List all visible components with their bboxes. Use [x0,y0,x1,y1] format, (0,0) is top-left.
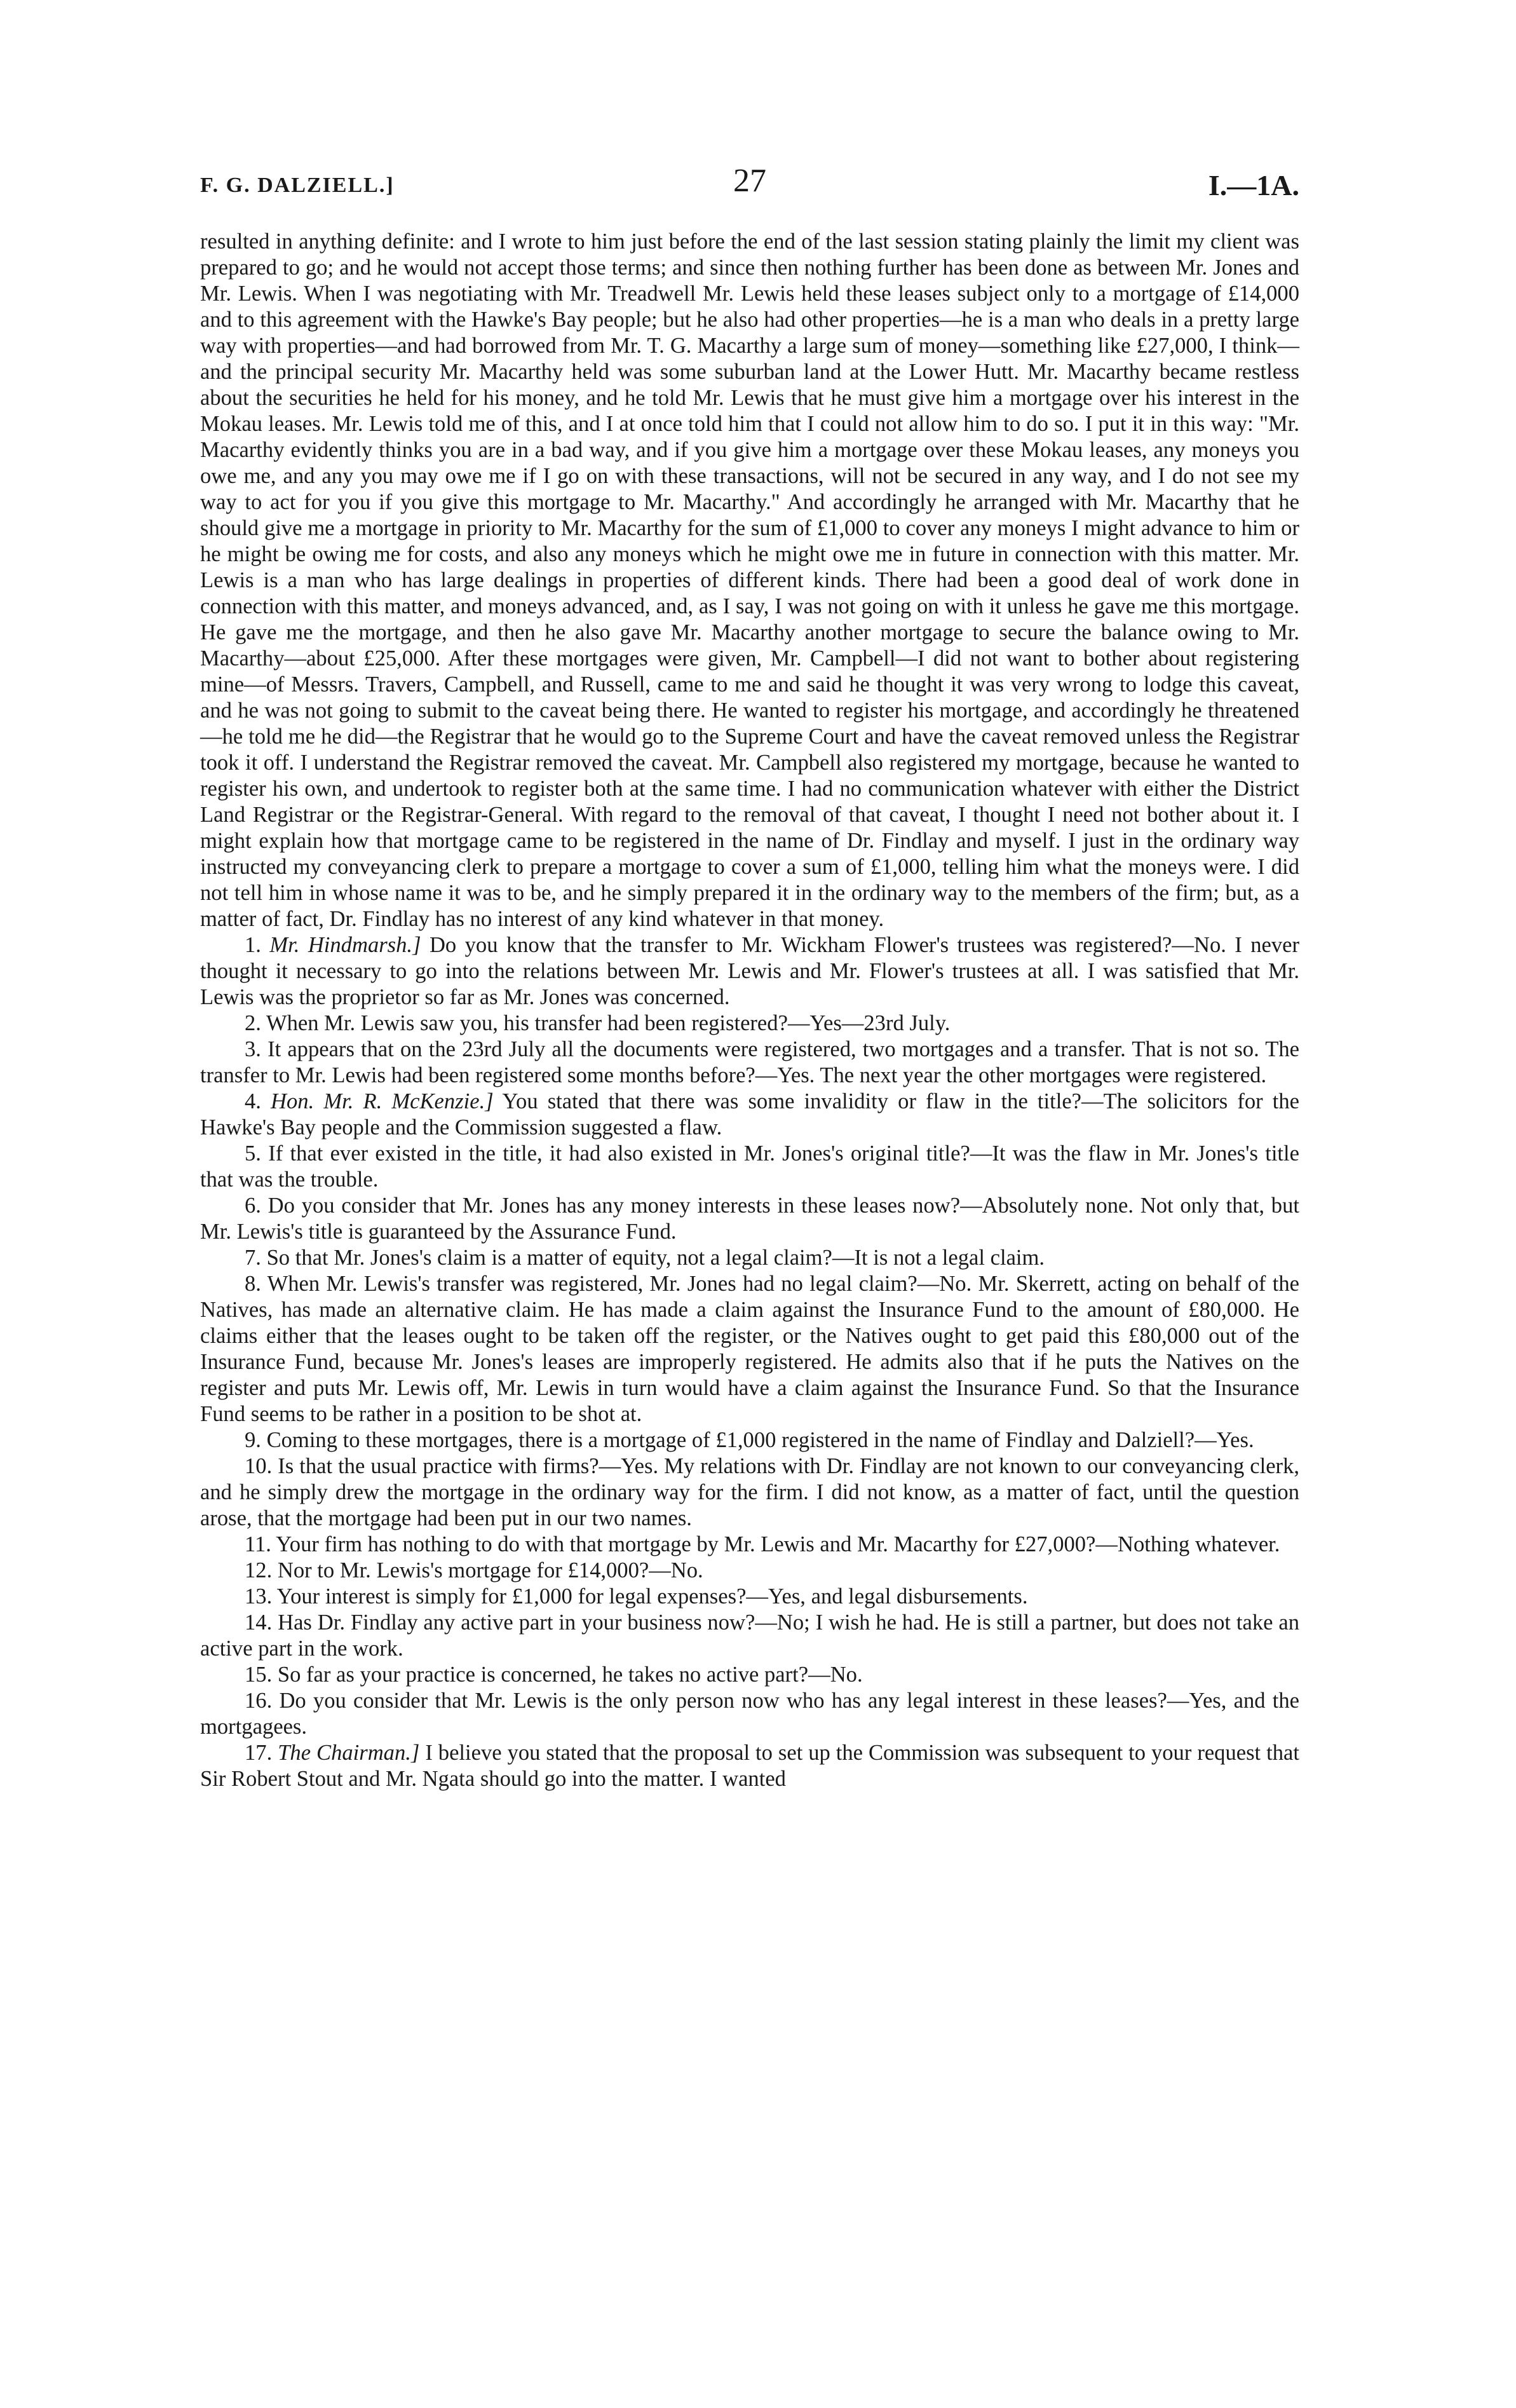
question-13: 13. Your interest is simply for £1,000 for legal expenses?—Yes, and legal disbursements. [245,1584,1028,1609]
question-10: 10. Is that the usual practice with firms?—Yes. My relations with Dr. Findlay are not known to our conveyancing clerk, and he simply drew the mortgage in the ordinary way for the firm. I did not know, as a matter of fact, until the question arose, that the mortgage had been put in our two names. [200,1454,1299,1530]
question-5: 5. If that ever existed in the title, it had also existed in Mr. Jones's original title?—It was the flaw in Mr. Jones's title that was the trouble. [200,1141,1299,1192]
question-8: 8. When Mr. Lewis's transfer was registered, Mr. Jones had no legal claim?—No. Mr. Skerrett, acting on behalf of the Natives, has made an alternative claim. He has made a claim against the Insurance Fund to the amount of £80,000. He claims either that the leases ought to be taken off the register, or the Natives ought to get paid this £80,000 out of the Insurance Fund, because Mr. Jones's leases are improperly registered. He admits also that if he puts the Natives on the register and puts Mr. Lewis off, Mr. Lewis in turn would have a claim against the Insurance Fund. So that the Insurance Fund seems to be rather in a position to be shot at. [200,1272,1299,1426]
question-14: 14. Has Dr. Findlay any active part in your business now?—No; I wish he had. He is still a partner, but does not take an active part in the work. [200,1610,1299,1661]
question-16: 16. Do you consider that Mr. Lewis is the only person now who has any legal interest in these leases?—Yes, and the mortgagees. [200,1689,1299,1739]
question-number: 17. [245,1741,273,1765]
question-text: Do you know that the transfer to Mr. Wickham Flower's trustees was registered?—No. I never thought it necessary to go into the relations between Mr. Lewis and Mr. Flower's trustees at all. I was satisfied that Mr. Lewis was the proprietor so far as Mr. Jones was concerned. [200,933,1299,1009]
question-number: 1. [245,933,261,957]
document-reference: I.—1A. [1208,169,1299,201]
question-11: 11. Your firm has nothing to do with that mortgage by Mr. Lewis and Mr. Macarthy for £27,000?—Nothing whatever. [245,1532,1280,1556]
paragraph-continued: resulted in anything definite: and I wrote to him just before the end of the last session stating plainly the limit my client was prepared to go; and he would not accept those terms; and since then nothing further has been done as between Mr. Jones and Mr. Lewis. When I was negotiating with Mr. Treadwell Mr. Lewis held these leases subject only to a mortgage of £14,000 and to this agreement with the Hawke's Bay people; but he also had other properties—he is a man who deals in a pretty large way with properties—and had borrowed from Mr. T. G. Macarthy a large sum of money—something like £27,000, I think—and the principal security Mr. Macarthy held was some suburban land at the Lower Hutt. Mr. Macarthy became restless about the securities he held for his money, and he told Mr. Lewis that he must give him a mortgage over his interest in the Mokau leases. Mr. Lewis told me of this, and I at once told him that I could not allow him to do so. I put it in this way: "Mr. Macarthy evidently thinks you are in a bad way, and if you give him a mortgage over these Mokau leases, any moneys you owe me, and any you may owe me if I go on with these transactions, will not be secured in any way, and I do not see my way to act for you if you give this mortgage to Mr. Macarthy." And accordingly he arranged with Mr. Macarthy that he should give me a mortgage in priority to Mr. Macarthy for the sum of £1,000 to cover any moneys I might advance to him or he might be owing me for costs, and also any moneys which he might owe me in future in connection with this matter. Mr. Lewis is a man who has large dealings in properties of different kinds. There had been a good deal of work done in connection with this matter, and moneys advanced, and, as I say, I was not going on with it unless he gave me this mortgage. He gave me the mortgage, and then he also gave Mr. Macarthy another mortgage to secure the balance owing to Mr. Macarthy—about £25,000. After these mortgages were given, Mr. Campbell—I did not want to bother about registering mine—of Messrs. Travers, Campbell, and Russell, came to me and said he thought it was very wrong to lodge this caveat, and he was not going to submit to the caveat being there. He wanted to register his mortgage, and accordingly he threatened—he told me he did—the Registrar that he would go to the Supreme Court and have the caveat removed unless the Registrar took it off. I understand the Registrar removed the caveat. Mr. Campbell also registered my mortgage, because he wanted to register his own, and undertook to register both at the same time. I had no communication whatever with either the District Land Registrar or the Registrar-General. With regard to the removal of that caveat, I thought I need not bother about it. I might explain how that mortgage came to be registered in the name of Dr. Findlay and myself. I just in the ordinary way instructed my conveyancing clerk to prepare a mortgage to cover a sum of £1,000, telling him what the moneys were. I did not tell him in whose name it was to be, and he simply prepared it in the ordinary way to the members of the firm; but, as a matter of fact, Dr. Findlay has no interest of any kind whatever in that money. [200,229,1299,931]
question-15: 15. So far as your practice is concerned, he takes no active part?—No. [245,1663,863,1687]
question-2: 2. When Mr. Lewis saw you, his transfer had been registered?—Yes—23rd July. [245,1011,951,1035]
question-text: I believe you stated that the proposal to set up the Commission was subsequent to your request that Sir Robert Stout and Mr. Ngata should go into the matter. I wanted [200,1741,1299,1791]
question-7: 7. So that Mr. Jones's claim is a matter of equity, not a legal claim?—It is not a legal claim. [245,1246,1045,1270]
question-9: 9. Coming to these mortgages, there is a mortgage of £1,000 registered in the name of Findlay and Dalziell?—Yes. [245,1428,1254,1452]
question-6: 6. Do you consider that Mr. Jones has any money interests in these leases now?—Absolutely none. Not only that, but Mr. Lewis's title is guaranteed by the Assurance Fund. [200,1194,1299,1244]
speaker-name: Mr. Hindmarsh.] [269,933,421,957]
page-header [200,162,1299,213]
running-head: F. G. DALZIELL.] [200,173,395,197]
speaker-name: The Chairman.] [278,1741,420,1765]
page-number: 27 [733,163,766,199]
question-number: 4. [245,1089,261,1113]
question-text: You stated that there was some invalidity or flaw in the title?—The solicitors for the Hawke's Bay people and the Commission suggested a flaw. [200,1089,1299,1139]
body-text [200,229,1299,1792]
question-1 [200,932,1299,1010]
question-17 [200,1740,1299,1792]
speaker-name: Hon. Mr. R. McKenzie.] [271,1089,494,1113]
question-3: 3. It appears that on the 23rd July all the documents were registered, two mortgages and a transfer. That is not so. The transfer to Mr. Lewis had been registered some months before?—Yes. The next year the other mortgages were registered. [200,1037,1299,1087]
question-4 [200,1089,1299,1141]
question-12: 12. Nor to Mr. Lewis's mortgage for £14,000?—No. [245,1558,703,1582]
